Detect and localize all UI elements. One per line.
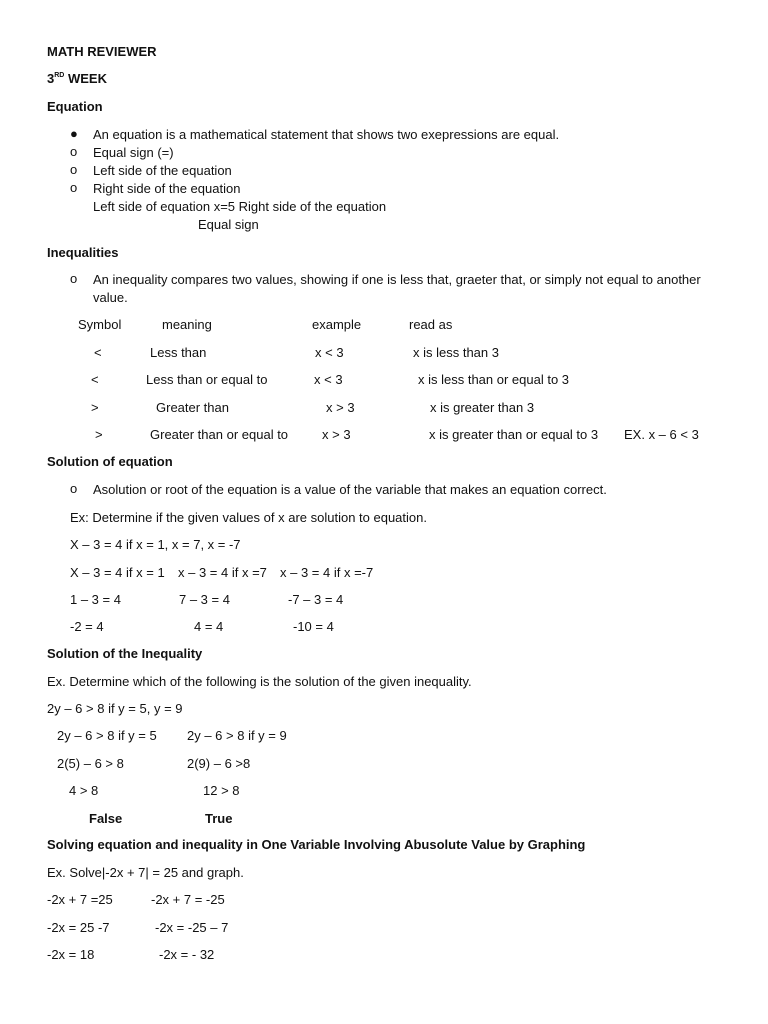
verdict-true: True <box>205 811 233 826</box>
case-step: -7 – 3 = 4 <box>288 592 344 607</box>
hollow-bullet-icon: o <box>70 162 78 177</box>
case-result: -2 = 4 <box>70 619 104 634</box>
page-title: MATH REVIEWER <box>47 44 157 59</box>
symbol-cell: > <box>95 427 103 442</box>
equation-example: Left side of equation x=5 Right side of the equation <box>93 199 387 214</box>
left-step: -2x = 25 -7 <box>47 920 110 935</box>
meaning-cell: Greater than <box>156 400 229 415</box>
meaning-cell: Less than or equal to <box>146 372 268 387</box>
filled-bullet-icon: ● <box>70 126 78 141</box>
extra-example: EX. x – 6 < 3 <box>624 427 699 442</box>
inequality-definition: An inequality compares two values, showing if one is less that, graeter that, or simply not equal to another <box>93 272 701 287</box>
equation-heading: Equation <box>47 99 103 114</box>
case-setup: x – 3 = 4 if x =7 <box>178 565 267 580</box>
week-ordinal: RD <box>54 71 65 79</box>
example-cell: x < 3 <box>315 345 344 360</box>
inequalities-heading: Inequalities <box>47 245 119 260</box>
symbol-cell: > <box>91 400 99 415</box>
inequality-case-sub: 2(9) – 6 >8 <box>187 756 251 771</box>
equation-item: Equal sign (=) <box>93 145 174 160</box>
column-header-meaning: meaning <box>162 317 212 332</box>
inequality-definition-cont: value. <box>93 290 128 305</box>
example-cell: x > 3 <box>322 427 351 442</box>
solution-problem: X – 3 = 4 if x = 1, x = 7, x = -7 <box>70 537 241 552</box>
inequality-problem: 2y – 6 > 8 if y = 5, y = 9 <box>47 701 183 716</box>
inequality-case-result: 4 > 8 <box>69 783 99 798</box>
inequality-example-intro: Ex. Determine which of the following is the solution of the given inequality. <box>47 674 472 689</box>
hollow-bullet-icon: o <box>70 180 78 195</box>
example-cell: x > 3 <box>326 400 355 415</box>
equal-sign-label: Equal sign <box>198 217 259 232</box>
inequality-case-sub: 2(5) – 6 > 8 <box>57 756 124 771</box>
case-result: -10 = 4 <box>293 619 334 634</box>
read-as-cell: x is greater than or equal to 3 <box>429 427 599 442</box>
equation-definition: An equation is a mathematical statement that shows two exepressions are equal. <box>93 127 560 142</box>
solution-definition: Asolution or root of the equation is a value of the variable that makes an equation correct. <box>93 482 607 497</box>
meaning-cell: Less than <box>150 345 207 360</box>
meaning-cell: Greater than or equal to <box>150 427 289 442</box>
solution-example-intro: Ex: Determine if the given values of x are solution to equation. <box>70 510 427 525</box>
read-as-cell: x is less than 3 <box>413 345 499 360</box>
case-step: 1 – 3 = 4 <box>70 592 121 607</box>
column-header-symbol: Symbol <box>78 317 122 332</box>
right-step: -2x = - 32 <box>159 947 215 962</box>
right-step: -2x + 7 = -25 <box>151 892 225 907</box>
equation-item: Left side of the equation <box>93 163 232 178</box>
solution-inequality-heading: Solution of the Inequality <box>47 646 203 661</box>
symbol-cell: < <box>91 372 99 387</box>
column-header-example: example <box>312 317 362 332</box>
week-number: 3 <box>47 71 55 86</box>
week-label <box>47 71 107 87</box>
inequality-case-result: 12 > 8 <box>203 783 240 798</box>
hollow-bullet-icon: o <box>70 271 78 286</box>
case-setup: X – 3 = 4 if x = 1 <box>70 565 165 580</box>
left-step: -2x + 7 =25 <box>47 892 113 907</box>
inequality-case-setup: 2y – 6 > 8 if y = 5 <box>57 728 157 743</box>
solution-equation-heading: Solution of equation <box>47 454 173 469</box>
symbol-cell: < <box>94 345 102 360</box>
left-step: -2x = 18 <box>47 947 95 962</box>
right-step: -2x = -25 – 7 <box>155 920 229 935</box>
equation-item: Right side of the equation <box>93 181 241 196</box>
case-setup: x – 3 = 4 if x =-7 <box>280 565 374 580</box>
example-cell: x < 3 <box>314 372 343 387</box>
absolute-value-heading: Solving equation and inequality in One Variable Involving Abusolute Value by Graphing <box>47 837 586 852</box>
inequality-case-setup: 2y – 6 > 8 if y = 9 <box>187 728 287 743</box>
week-word: WEEK <box>64 71 107 86</box>
absolute-value-example: Ex. Solve|-2x + 7| = 25 and graph. <box>47 865 244 880</box>
read-as-cell: x is greater than 3 <box>430 400 535 415</box>
read-as-cell: x is less than or equal to 3 <box>418 372 570 387</box>
column-header-read-as: read as <box>409 317 453 332</box>
case-result: 4 = 4 <box>194 619 224 634</box>
hollow-bullet-icon: o <box>70 144 78 159</box>
verdict-false: False <box>89 811 123 826</box>
case-step: 7 – 3 = 4 <box>179 592 230 607</box>
hollow-bullet-icon: o <box>70 481 78 496</box>
